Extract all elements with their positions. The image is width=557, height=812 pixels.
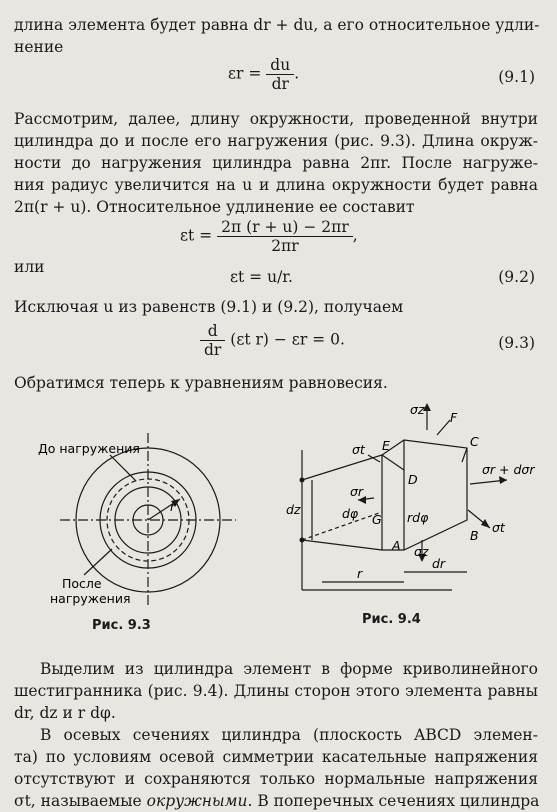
label-after-loading-1: После [62,576,102,591]
edge-top-left [302,455,382,480]
label-E: E [382,438,390,453]
label-A: A [392,538,401,553]
figure-caption-9-3: Рис. 9.3 [92,618,151,633]
fraction [200,322,225,359]
leader-line-before [110,455,136,481]
label-r: r [357,566,363,581]
fraction-denominator: dr [204,341,222,359]
label-sigma-r-dr: σr + dσr [482,462,535,477]
text-line: шестигранника (рис. 9.4). Длины сторон этого элемента равны [14,682,538,700]
arrowhead [481,519,490,528]
label-C: C [470,434,479,449]
fraction-denominator: dr [271,75,289,93]
arrowhead [499,476,507,484]
edge-bottom-left-front [302,540,382,550]
text-line: Исключая u из равенств (9.1) и (9.2), получаем [14,298,404,316]
label-sigma-t-top: σt [352,442,365,457]
figure-caption-9-4: Рис. 9.4 [362,612,421,627]
label-sigma-z: σz [410,402,425,417]
text-line [14,790,538,812]
text-line: Рассмотрим, далее, длину окружности, проведенной внутри [14,110,538,128]
label-D: D [408,472,418,487]
text-line: ности до нагружения цилиндра равна 2πr. После нагруже- [14,154,538,172]
equation-number: (9.1) [498,68,535,86]
text-span: . В поперечных сечениях цилиндра [247,792,540,810]
label-sigma-t-right: σt [492,520,505,535]
element-outline [382,440,467,550]
edge-E-D [382,455,404,470]
label-after-loading-2: нагружения [50,591,131,606]
fraction-numerator: du [266,56,294,75]
equation-trail: , [352,226,358,245]
text-line: та) по условиям осевой симметрии касательные напряжения [14,748,538,766]
figure-9-4 [282,400,547,612]
F-arrow [437,420,450,435]
label-dz: dz [286,502,301,517]
fraction-numerator: 2π (r + u) − 2πr [217,218,353,237]
label-before-loading: До нагружения [38,441,140,456]
equation-9-2b: εt = u/r. [230,268,293,286]
equation-9-2a [180,218,358,255]
node [300,478,305,483]
label-F: F [450,410,458,425]
text-line: отсутствуют и сохраняются только нормальные напряжения [14,770,538,788]
label-sigma-z-bottom: σz [414,544,429,559]
equation-body: (εt r) − εr = 0. [230,330,345,349]
text-emphasis: окружными [146,792,248,810]
figure-9-3 [20,425,270,615]
equation-number: (9.2) [498,268,535,286]
text-line: нение [14,38,64,56]
label-rdphi: rdφ [407,510,429,525]
text-line: Обратимся теперь к уравнениям равновесия. [14,374,388,392]
text-line: dr, dz и r dφ. [14,704,116,722]
text-line: длина элемента будет равна dr + du, а его относительное удли- [14,16,540,34]
equation-number: (9.3) [498,334,535,352]
text-line: цилиндра до и после его нагружения (рис. 9.3). Длина окруж- [14,132,538,150]
equation-lhs: εr = [228,64,262,83]
edge-C [462,448,467,462]
node [300,538,305,543]
text-line: 2π(r + u). Относительное удлинение ее составит [14,198,415,216]
fraction-numerator: d [200,322,225,341]
text-line: Выделим из цилиндра элемент в форме криволинейного [40,660,538,678]
equation-trail: . [294,64,300,83]
text-line: В осевых сечениях цилиндра (плоскость ABCD элемен- [40,726,538,744]
fraction [217,218,353,255]
equation-9-3 [200,322,345,359]
fraction [266,56,294,93]
equation-9-1 [228,56,299,93]
equation-lhs: εt = [180,226,213,245]
label-G: G [372,512,382,527]
fraction-denominator: 2πr [271,237,299,255]
text-span: σt, называемые [14,792,147,810]
label-sigma-r: σr [350,484,364,499]
label-dphi: dφ [342,506,359,521]
text-line: ния радиус увеличится на u и длина окружности будет равна [14,176,538,194]
label-r: r [170,499,176,514]
text-line: или [14,258,45,276]
label-dr: dr [432,556,446,571]
label-B: B [470,528,479,543]
